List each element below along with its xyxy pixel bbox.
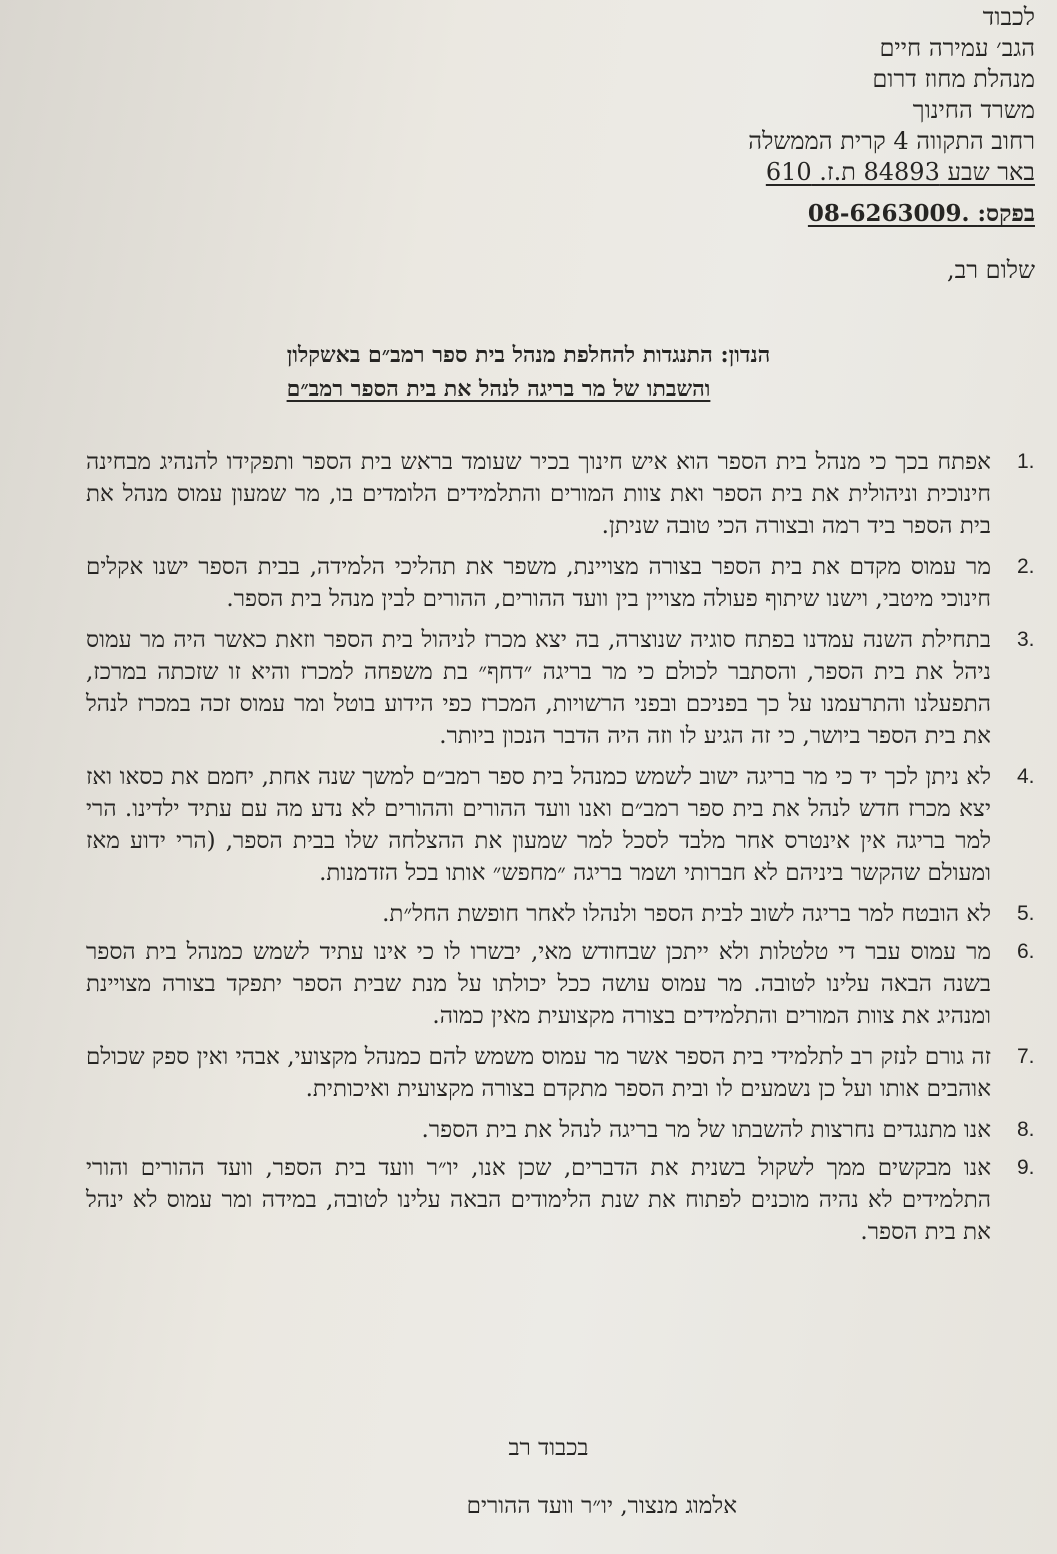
item-number: 8. [1017, 1118, 1035, 1141]
list-item [86, 898, 1035, 930]
item-text: בתחילת השנה עמדנו בפתח סוגיה שנוצרה, בה יצא מכרז לניהול בית הספר וזאת כאשר היה מר עמוס ניהל את בית הספר, והסתבר לכולם כי מר בריגה ״דחף״ בת משפחה למכרז והיא זו שזכתה במרכז, התפעלנו והתרעמנו על כך בפניכם ובפני הרשויות, המכרז כפי הידוע בוטל ומר עמוס זכה במכרז לנהל את בית הספר ביושר, כי זה הגיע לו וזה היה הדבר הנכון ביותר. [86, 627, 991, 749]
address-to: לכבוד [982, 3, 1035, 31]
list-item [86, 446, 1035, 542]
list-item [86, 551, 1035, 615]
address-office: משרד החינוך [912, 96, 1035, 124]
address-name: הגב׳ עמירה חיים [879, 34, 1035, 62]
fax-number: 08-6263009. [807, 200, 970, 227]
item-text: אנו מתנגדים נחרצות להשבתו של מר בריגה לנהל את בית הספר. [421, 1117, 991, 1143]
subject-line-1 [0, 338, 1057, 372]
list-item [86, 1152, 1035, 1248]
item-text: לא ניתן לכך יד כי מר בריגה ישוב לשמש כמנהל בית ספר רמב״ם למשך שנה אחת, יחמם את כסאו ואז יצא מכרז חדש לנהל את בית ספר רמב״ם ואנו וועד ההורים וההורים לא נדע מה עם עתיד ילדינו. הרי למר בריגה אין אינטרס אחר מלבד לסכל למר שמעון את ההצלחה שלו בבית הספר, (הרי ידוע מאז ומעולם שהקשר ביניהם לא חברותי ושמר בריגה ״מחפש״ אותו בכל הזדמנות. [86, 764, 991, 886]
subject-text-1: התנגדות להחלפת מנהל בית ספר רמב״ם באשקלון [286, 342, 713, 368]
numbered-items [86, 446, 1035, 1257]
list-item [86, 1114, 1035, 1146]
address-title: מנהלת מחוז דרום [872, 65, 1035, 93]
fax-label: בפקס: [977, 200, 1035, 227]
list-item [86, 1041, 1035, 1105]
recipient-address [748, 2, 1035, 188]
item-number: 9. [1017, 1156, 1035, 1179]
item-text: אנו מבקשים ממך לשקול בשנית את הדברים, שכן אנו, יו״ר וועד בית הספר, וועד ההורים והורי התלמידים לא נהיה מוכנים לפתוח את שנת הלימודים הבאה עלינו לטובה, במידה ומר עמוס לא ינהל את בית הספר. [86, 1155, 991, 1245]
list-item [86, 936, 1035, 1032]
item-number: 4. [1017, 765, 1035, 788]
list-item [86, 624, 1035, 752]
signature: אלמוג מנצור, יו״ר וועד ההורים [466, 1493, 737, 1519]
subject-block [0, 338, 1057, 406]
address-city: באר שבע 84893 ת.ז. 610 [765, 158, 1035, 186]
fax-line [808, 198, 1035, 230]
item-number: 6. [1017, 940, 1035, 963]
closing: בכבוד רב [508, 1435, 589, 1461]
item-text: אפתח בכך כי מנהל בית הספר הוא איש חינוך בכיר שעומד בראש בית הספר ותפקידו להנהיג מבחינה חינוכית וניהולית את בית הספר ואת צוות המורים והתלמידים הלומדים בו, מר שמעון עמוס מנהל את בית הספר ביד רמה ובצורה הכי טובה שניתן. [86, 449, 991, 539]
address-street: רחוב התקווה 4 קרית הממשלה [748, 127, 1035, 155]
item-number: 7. [1017, 1045, 1035, 1068]
item-number: 2. [1017, 555, 1035, 578]
subject-label: הנדון: [720, 342, 771, 368]
item-number: 1. [1017, 450, 1035, 473]
item-text: לא הובטח למר בריגה לשוב לבית הספר ולנהלו לאחר חופשת החל״ת. [382, 901, 991, 927]
item-text: זה גורם לנזק רב לתלמידי בית הספר אשר מר עמוס משמש להם כמנהל מקצועי, אבהי ואין ספק שכולם אוהבים אותו ועל כן נשמעים לו ובית הספר מתקדם בצורה מקצועית ואיכותית. [86, 1044, 991, 1102]
item-number: 3. [1017, 628, 1035, 651]
greeting: שלום רב, [947, 256, 1035, 284]
subject-line-2: והשבתו של מר בריגה לנהל את בית הספר רמב״ם [286, 376, 711, 402]
item-number: 5. [1017, 902, 1035, 925]
list-item [86, 761, 1035, 889]
item-text: מר עמוס עבר די טלטלות ולא ייתכן שבחודש מאי, יבשרו לו כי אינו עתיד לשמש כמנהל בית הספר בשנה הבאה עלינו לטובה. מר עמוס עושה ככל יכולתו על מנת שבית הספר יתפקד בצורה מצויינת ומנהיג את צוות המורים והתלמידים בצורה מקצועית מאין כמוה. [86, 939, 991, 1029]
item-text: מר עמוס מקדם את בית הספר בצורה מצויינת, משפר את תהליכי הלמידה, בבית הספר ישנו אקלים חינוכי מיטבי, וישנו שיתוף פעולה מצויין בין וועד ההורים, ההורים לבין מנהל בית הספר. [86, 554, 991, 612]
